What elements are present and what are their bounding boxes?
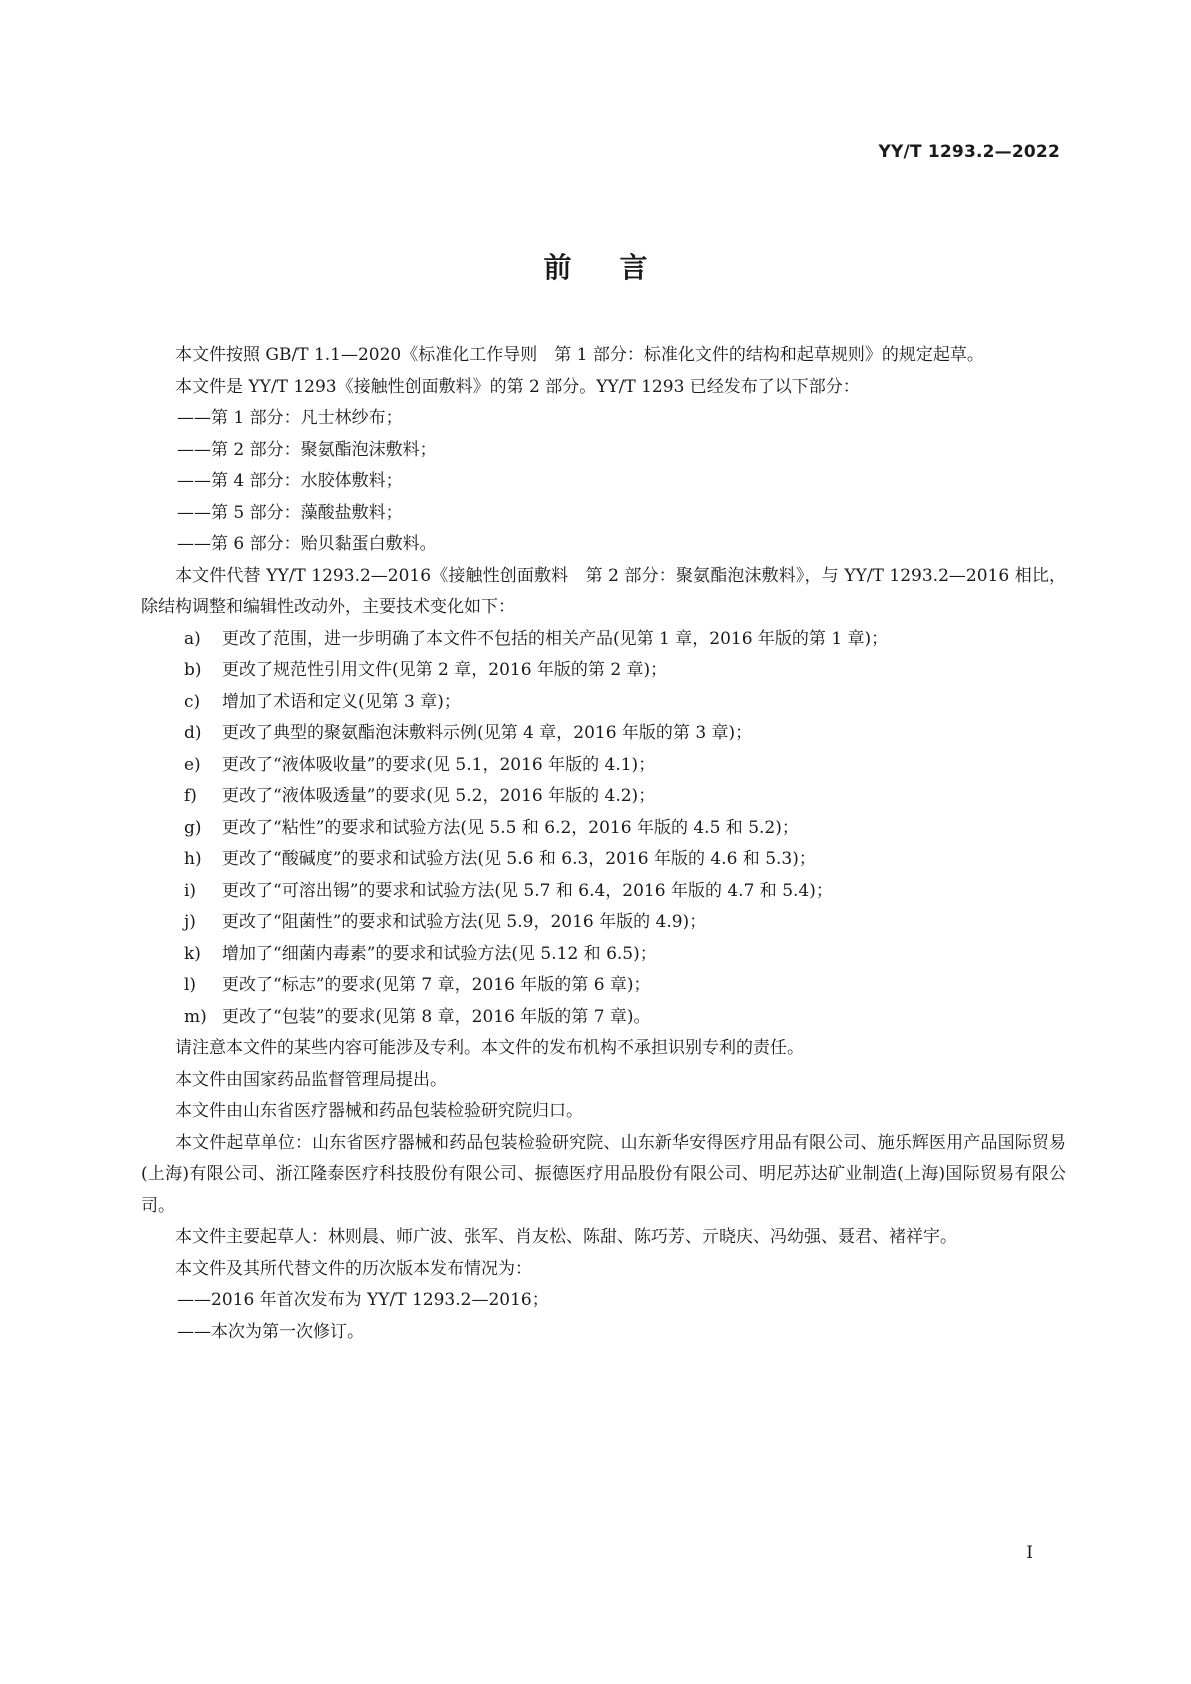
list-item-text: 更改了“液体吸透量”的要求(见 5.2，2016 年版的 4.2)；	[222, 786, 656, 806]
list-item-marker: h)	[184, 849, 202, 869]
list-item-change	[141, 939, 1066, 971]
list-item-part: ——第 5 部分：藻酸盐敷料；	[177, 502, 403, 523]
paragraph-replaces: 本文件代替 YY/T 1293.2—2016《接触性创面敷料 第 2 部分：聚氨酯泡沫敷料》，与 YY/T 1293.2—2016 相比，除结构调整和编辑性改动外，主要技术变化如下：	[141, 565, 1066, 617]
list-item-text: 更改了“酸碱度”的要求和试验方法(见 5.6 和 6.3，2016 年版的 4.6 和 5.3)；	[222, 849, 816, 869]
paragraph-patent-notice: 请注意本文件的某些内容可能涉及专利。本文件的发布机构不承担识别专利的责任。	[175, 1038, 804, 1058]
list-item-change	[141, 970, 1066, 1002]
list-item-marker: i)	[184, 880, 197, 901]
list-item-marker: l)	[184, 975, 197, 995]
list-item-marker: a)	[184, 628, 201, 649]
list-item-history: ——2016 年首次发布为 YY/T 1293.2—2016；	[177, 1290, 549, 1310]
list-item-text: 更改了规范性引用文件(见第 2 章，2016 年版的第 2 章)；	[222, 660, 668, 680]
list-item-part: ——第 4 部分：水胶体敷料；	[177, 471, 403, 491]
list-item-marker: k)	[184, 943, 201, 964]
paragraph-drafters: 本文件主要起草人：林则晨、师广波、张军、肖友松、陈甜、陈巧芳、亓晓庆、冯幼强、聂君、褚祥宇。	[175, 1227, 957, 1247]
list-item-change	[141, 1002, 1066, 1034]
list-item-marker: c)	[184, 691, 201, 712]
list-item-change	[141, 624, 1066, 656]
list-item-text: 更改了“标志”的要求(见第 7 章，2016 年版的第 6 章)；	[222, 975, 651, 995]
list-item-marker: m)	[184, 1006, 207, 1027]
list-item-change	[141, 876, 1066, 908]
list-item-change	[141, 718, 1066, 750]
list-item-part: ——第 1 部分：凡士林纱布；	[177, 408, 403, 428]
page-title: 前言	[543, 251, 696, 284]
list-item-text: 更改了范围，进一步明确了本文件不包括的相关产品(见第 1 章，2016 年版的第 1 章)；	[222, 628, 889, 649]
list-item-change	[141, 750, 1066, 782]
list-item-history: ——本次为第一次修订。	[177, 1321, 364, 1342]
list-item-change	[141, 687, 1066, 719]
list-item-change	[141, 655, 1066, 687]
paragraph-part-of-series: 本文件是 YY/T 1293《接触性创面敷料》的第 2 部分。YY/T 1293 已经发布了以下部分：	[175, 376, 860, 397]
paragraph-drafting-rules: 本文件按照 GB/T 1.1—2020《标准化工作导则 第 1 部分：标准化文件的结构和起草规则》的规定起草。	[175, 345, 984, 365]
list-item-marker: f)	[184, 786, 197, 806]
list-item-text: 更改了典型的聚氨酯泡沫敷料示例(见第 4 章，2016 年版的第 3 章)；	[222, 723, 753, 743]
list-item-marker: j)	[184, 912, 196, 932]
list-item-change	[141, 813, 1066, 845]
foreword-body	[141, 340, 1066, 1348]
list-item-marker: d)	[184, 723, 202, 743]
list-item-text: 更改了“阻菌性”的要求和试验方法(见 5.9，2016 年版的 4.9)；	[222, 912, 707, 932]
list-item-text: 增加了“细菌内毒素”的要求和试验方法(见 5.12 和 6.5)；	[222, 943, 657, 964]
page-number: I	[1026, 1543, 1033, 1563]
list-item-text: 更改了“粘性”的要求和试验方法(见 5.5 和 6.2，2016 年版的 4.5 和 5.2)；	[222, 817, 799, 838]
list-item-part: ——第 6 部分：贻贝黏蛋白敷料。	[177, 534, 437, 554]
list-item-text: 更改了“液体吸收量”的要求(见 5.1，2016 年版的 4.1)；	[222, 754, 656, 775]
list-item-text: 增加了术语和定义(见第 3 章)；	[222, 691, 461, 712]
list-item-change	[141, 844, 1066, 876]
list-item-text: 更改了“包装”的要求(见第 8 章，2016 年版的第 7 章)。	[222, 1006, 651, 1027]
list-item-marker: b)	[184, 660, 202, 680]
paragraph-proposed-by: 本文件由国家药品监督管理局提出。	[175, 1069, 447, 1090]
document-code: YY/T 1293.2—2022	[878, 142, 1060, 162]
paragraph-drafting-units: 本文件起草单位：山东省医疗器械和药品包装检验研究院、山东新华安得医疗用品有限公司、施乐辉医用产品国际贸易(上海)有限公司、浙江隆泰医疗科技股份有限公司、振德医疗用品股份有限公司、明尼苏达矿业制造(上海)国际贸易有限公司。	[141, 1132, 1066, 1216]
paragraph-history: 本文件及其所代替文件的历次版本发布情况为：	[175, 1258, 532, 1279]
list-item-marker: g)	[184, 817, 202, 838]
list-item-part: ——第 2 部分：聚氨酯泡沫敷料；	[177, 439, 437, 460]
list-item-change	[141, 907, 1066, 939]
list-item-change	[141, 781, 1066, 813]
paragraph-centralized-by: 本文件由山东省医疗器械和药品包装检验研究院归口。	[175, 1101, 583, 1121]
list-item-marker: e)	[184, 754, 201, 775]
list-item-text: 更改了“可溶出锡”的要求和试验方法(见 5.7 和 6.4，2016 年版的 4.7 和 5.4)；	[222, 880, 833, 901]
